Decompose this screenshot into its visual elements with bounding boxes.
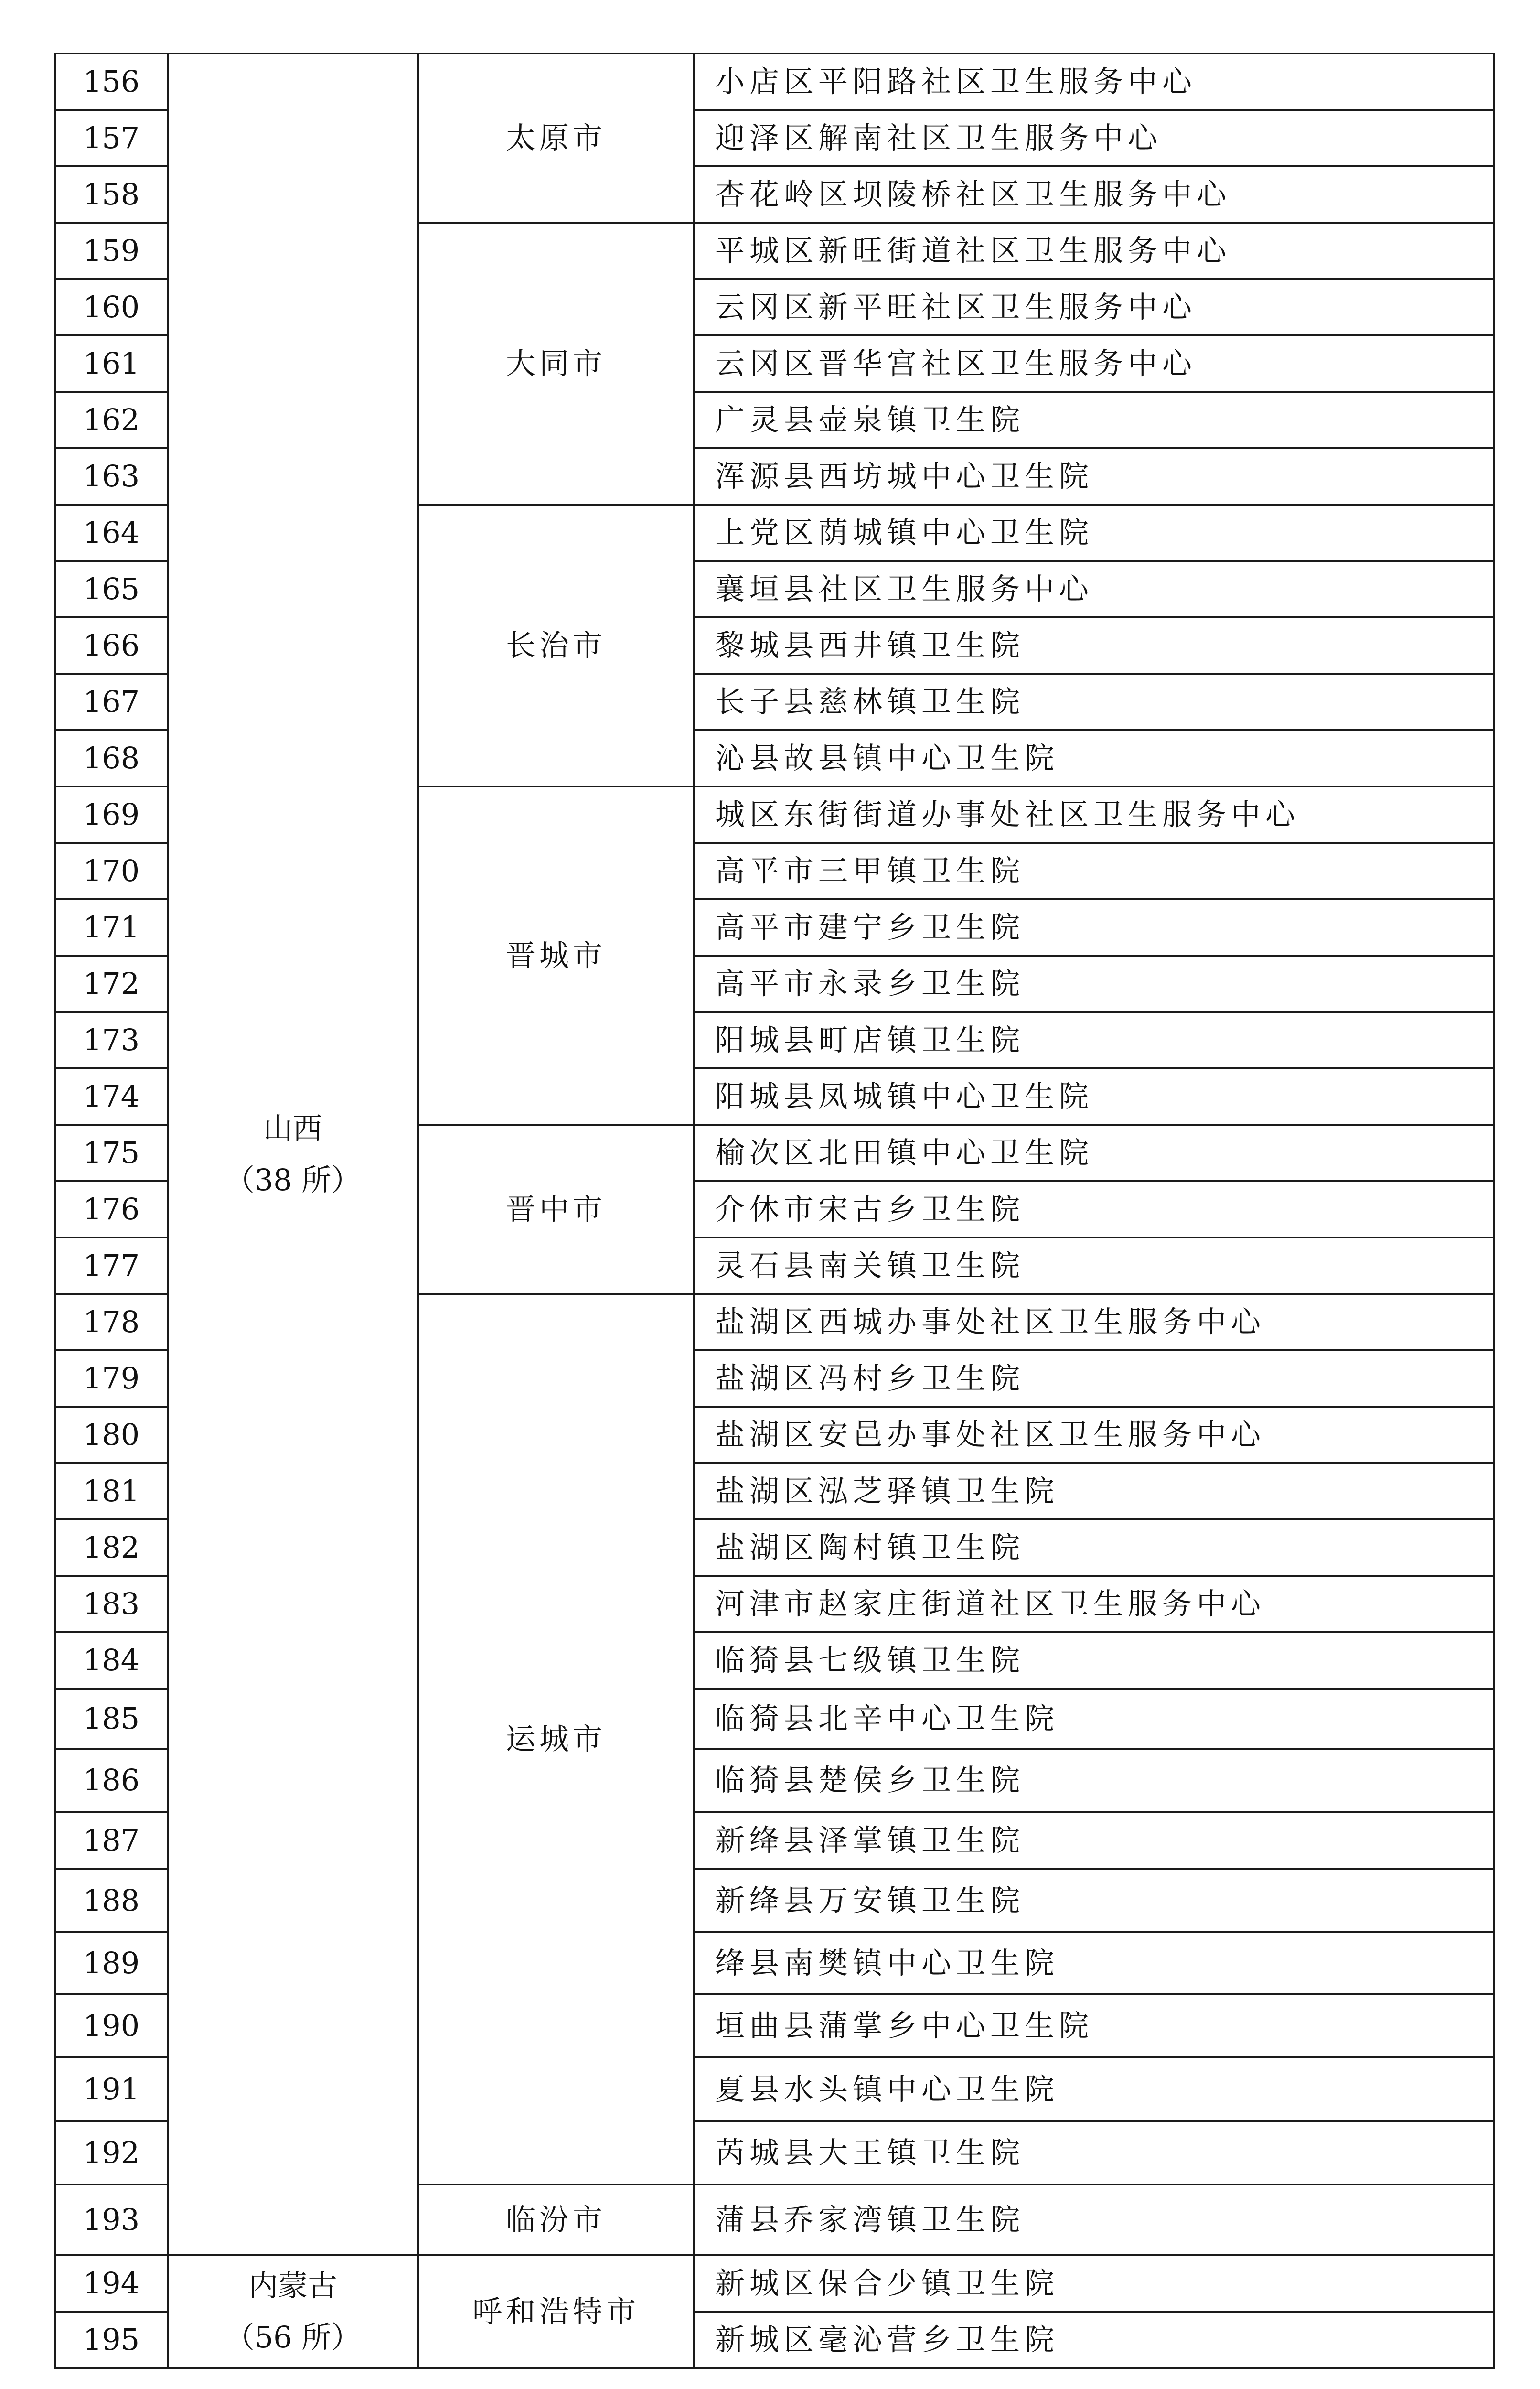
institution-name: 沁县故县镇中心卫生院 xyxy=(694,730,1494,786)
institution-name: 临猗县楚侯乡卫生院 xyxy=(694,1749,1494,1812)
row-number: 162 xyxy=(55,392,168,448)
institution-name: 高平市三甲镇卫生院 xyxy=(694,843,1494,899)
institution-name: 上党区荫城镇中心卫生院 xyxy=(694,505,1494,561)
row-number: 190 xyxy=(55,1994,168,2057)
institution-name: 襄垣县社区卫生服务中心 xyxy=(694,561,1494,617)
province-name: 山西 xyxy=(263,1110,322,1146)
institution-name: 绛县南樊镇中心卫生院 xyxy=(694,1932,1494,1994)
province-count: （38 所） xyxy=(225,1162,361,1197)
row-number: 161 xyxy=(55,335,168,392)
row-number: 167 xyxy=(55,674,168,730)
institution-name: 小店区平阳路社区卫生服务中心 xyxy=(694,54,1494,110)
institution-name: 盐湖区冯村乡卫生院 xyxy=(694,1350,1494,1407)
row-number: 168 xyxy=(55,730,168,786)
institution-name: 蒲县乔家湾镇卫生院 xyxy=(694,2185,1494,2255)
institution-name: 长子县慈林镇卫生院 xyxy=(694,674,1494,730)
row-number: 177 xyxy=(55,1238,168,1294)
institution-name: 夏县水头镇中心卫生院 xyxy=(694,2057,1494,2121)
city-cell: 长治市 xyxy=(418,505,694,786)
institution-name: 迎泽区解南社区卫生服务中心 xyxy=(694,110,1494,166)
row-number: 175 xyxy=(55,1125,168,1181)
row-number: 157 xyxy=(55,110,168,166)
city-cell: 临汾市 xyxy=(418,2185,694,2255)
row-number: 159 xyxy=(55,223,168,279)
province-cell xyxy=(168,2255,418,2368)
row-number: 180 xyxy=(55,1407,168,1463)
city-cell: 大同市 xyxy=(418,223,694,505)
city-cell: 呼和浩特市 xyxy=(418,2255,694,2368)
row-number: 173 xyxy=(55,1012,168,1068)
row-number: 165 xyxy=(55,561,168,617)
row-number: 192 xyxy=(55,2121,168,2185)
institution-name: 高平市建宁乡卫生院 xyxy=(694,899,1494,956)
row-number: 183 xyxy=(55,1576,168,1632)
institution-name: 新绛县万安镇卫生院 xyxy=(694,1869,1494,1932)
row-number: 160 xyxy=(55,279,168,335)
institution-name: 杏花岭区坝陵桥社区卫生服务中心 xyxy=(694,166,1494,223)
institution-name: 榆次区北田镇中心卫生院 xyxy=(694,1125,1494,1181)
row-number: 184 xyxy=(55,1632,168,1689)
row-number: 181 xyxy=(55,1463,168,1519)
city-cell: 晋中市 xyxy=(418,1125,694,1294)
row-number: 187 xyxy=(55,1812,168,1869)
row-number: 174 xyxy=(55,1068,168,1125)
row-number: 189 xyxy=(55,1932,168,1994)
institution-name: 阳城县町店镇卫生院 xyxy=(694,1012,1494,1068)
table-row xyxy=(55,2255,1494,2312)
institution-name: 临猗县七级镇卫生院 xyxy=(694,1632,1494,1689)
row-number: 172 xyxy=(55,956,168,1012)
institution-name: 云冈区晋华宫社区卫生服务中心 xyxy=(694,335,1494,392)
institution-name: 浑源县西坊城中心卫生院 xyxy=(694,448,1494,505)
institution-name: 垣曲县蒲掌乡中心卫生院 xyxy=(694,1994,1494,2057)
institution-name: 盐湖区泓芝驿镇卫生院 xyxy=(694,1463,1494,1519)
province-cell xyxy=(168,54,418,2255)
institution-name: 新绛县泽掌镇卫生院 xyxy=(694,1812,1494,1869)
institution-name: 黎城县西井镇卫生院 xyxy=(694,617,1494,674)
institution-name: 云冈区新平旺社区卫生服务中心 xyxy=(694,279,1494,335)
row-number: 178 xyxy=(55,1294,168,1350)
row-number: 194 xyxy=(55,2255,168,2312)
row-number: 170 xyxy=(55,843,168,899)
table-row xyxy=(55,54,1494,110)
institution-name: 河津市赵家庄街道社区卫生服务中心 xyxy=(694,1576,1494,1632)
institution-name: 广灵县壶泉镇卫生院 xyxy=(694,392,1494,448)
institution-name: 新城区毫沁营乡卫生院 xyxy=(694,2312,1494,2368)
row-number: 164 xyxy=(55,505,168,561)
institution-name: 盐湖区西城办事处社区卫生服务中心 xyxy=(694,1294,1494,1350)
institution-name: 新城区保合少镇卫生院 xyxy=(694,2255,1494,2312)
city-cell: 太原市 xyxy=(418,54,694,223)
row-number: 179 xyxy=(55,1350,168,1407)
city-cell: 晋城市 xyxy=(418,786,694,1125)
row-number: 188 xyxy=(55,1869,168,1932)
row-number: 163 xyxy=(55,448,168,505)
row-number: 185 xyxy=(55,1689,168,1749)
row-number: 171 xyxy=(55,899,168,956)
row-number: 156 xyxy=(55,54,168,110)
row-number: 182 xyxy=(55,1519,168,1576)
institution-name: 介休市宋古乡卫生院 xyxy=(694,1181,1494,1238)
row-number: 169 xyxy=(55,786,168,843)
row-number: 186 xyxy=(55,1749,168,1812)
institution-table xyxy=(54,53,1495,2369)
institution-name: 盐湖区安邑办事处社区卫生服务中心 xyxy=(694,1407,1494,1463)
institution-name: 平城区新旺街道社区卫生服务中心 xyxy=(694,223,1494,279)
institution-name: 临猗县北辛中心卫生院 xyxy=(694,1689,1494,1749)
row-number: 166 xyxy=(55,617,168,674)
row-number: 191 xyxy=(55,2057,168,2121)
row-number: 158 xyxy=(55,166,168,223)
row-number: 193 xyxy=(55,2185,168,2255)
institution-name: 阳城县凤城镇中心卫生院 xyxy=(694,1068,1494,1125)
city-cell: 运城市 xyxy=(418,1294,694,2185)
province-count: （56 所） xyxy=(225,2320,361,2355)
institution-name: 高平市永录乡卫生院 xyxy=(694,956,1494,1012)
institution-name: 盐湖区陶村镇卫生院 xyxy=(694,1519,1494,1576)
institution-name: 城区东街街道办事处社区卫生服务中心 xyxy=(694,786,1494,843)
province-name: 内蒙古 xyxy=(248,2268,337,2303)
row-number: 195 xyxy=(55,2312,168,2368)
row-number: 176 xyxy=(55,1181,168,1238)
institution-name: 灵石县南关镇卫生院 xyxy=(694,1238,1494,1294)
institution-name: 芮城县大王镇卫生院 xyxy=(694,2121,1494,2185)
